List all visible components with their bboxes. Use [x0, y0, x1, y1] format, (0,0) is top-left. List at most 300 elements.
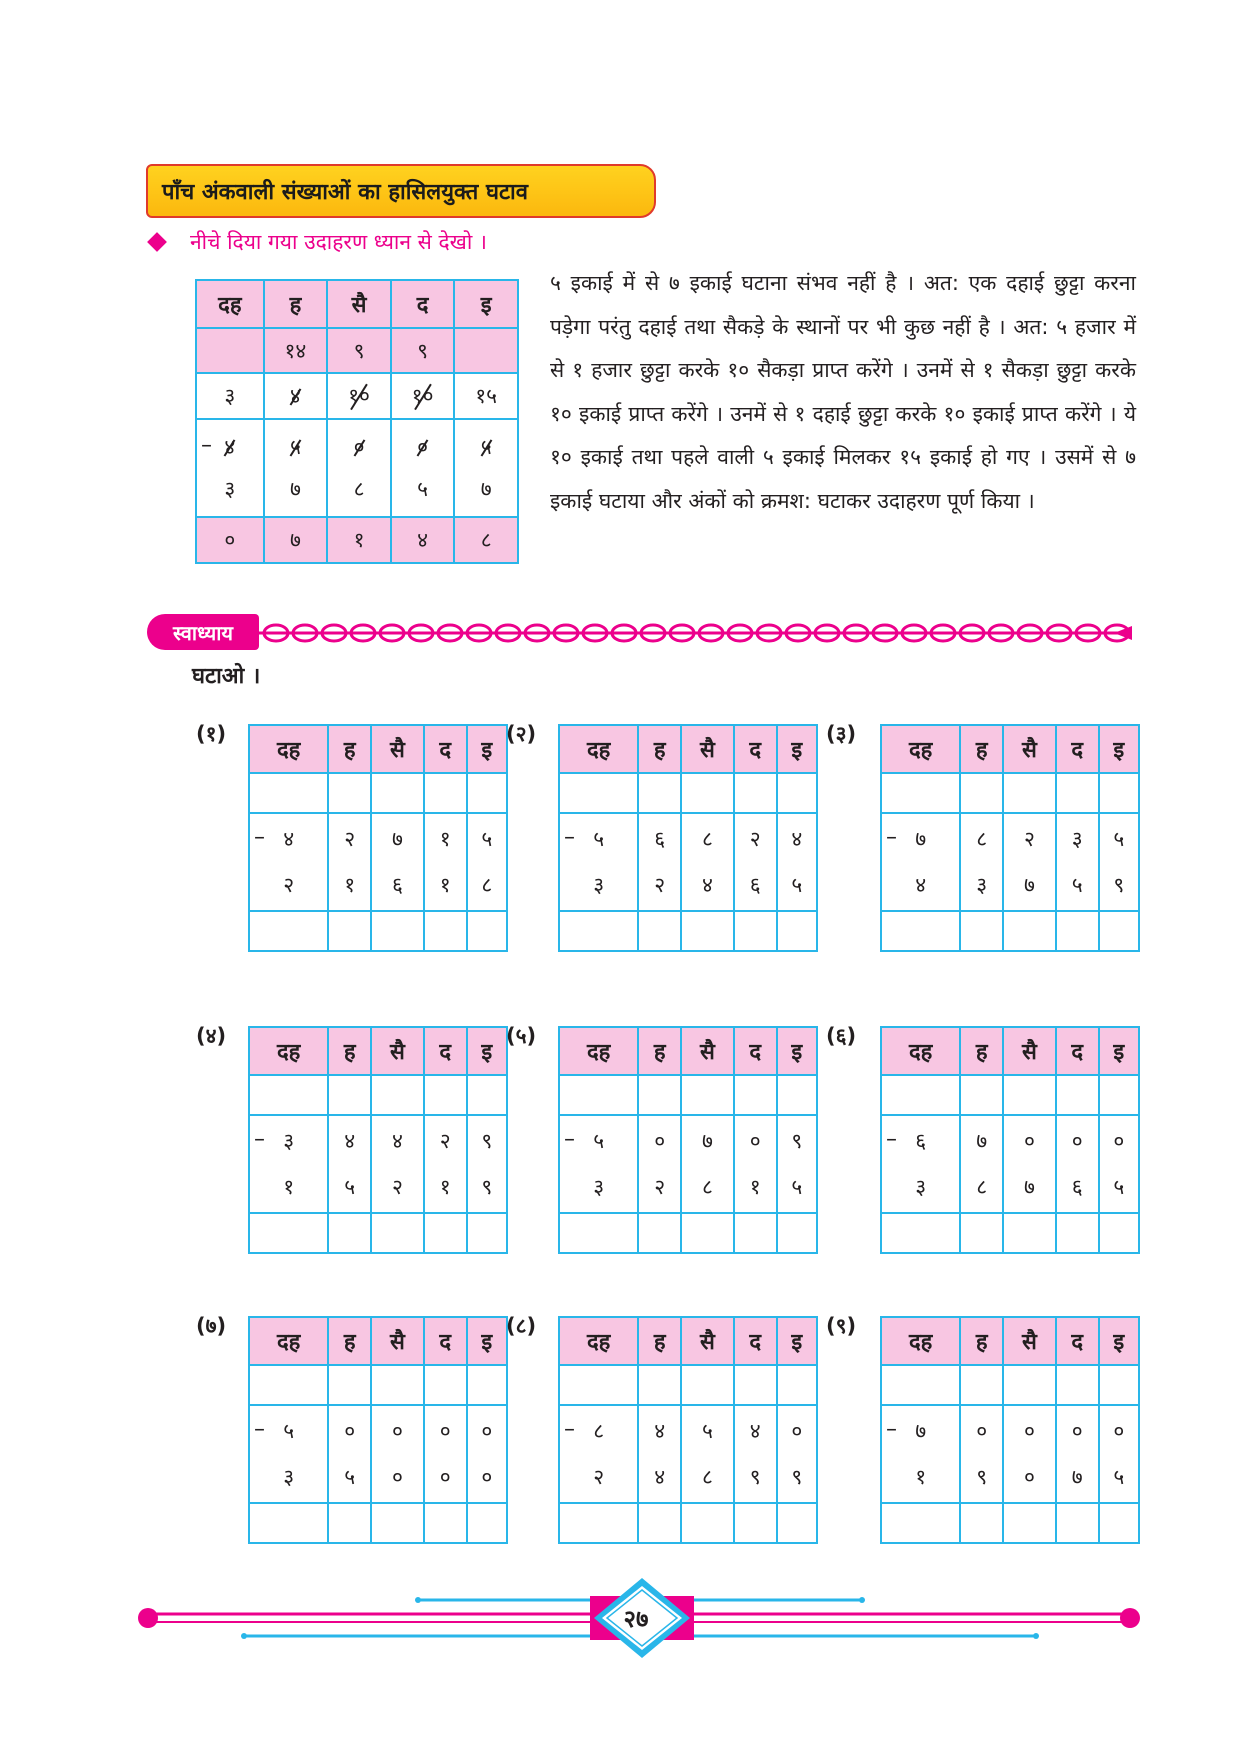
diamond-bullet-icon: [147, 232, 167, 252]
answer-cell[interactable]: [960, 1213, 1003, 1253]
operand-cell: [1056, 1115, 1099, 1213]
operand-cell: [249, 1405, 328, 1503]
operand-cell: [881, 1405, 960, 1503]
minuend-digit: ५: [593, 1129, 605, 1153]
header-cell: दह: [249, 1317, 328, 1365]
operand-cell: [734, 1115, 777, 1213]
answer-cell[interactable]: [328, 1365, 371, 1405]
answer-cell[interactable]: [371, 1365, 424, 1405]
answer-cell[interactable]: [1056, 1213, 1099, 1253]
subtrahend-digit: २: [283, 873, 295, 897]
answer-cell[interactable]: [328, 1213, 371, 1253]
minuend-digit: ४: [654, 1419, 666, 1443]
carry-cell: [391, 373, 455, 419]
minuend-digit: ६: [654, 827, 666, 851]
minuend-digit: ९: [481, 1129, 493, 1153]
instruction-text: नीचे दिया गया उदाहरण ध्यान से देखो ।: [190, 230, 487, 254]
subtrahend-digit: ६: [749, 873, 761, 897]
answer-row[interactable]: [559, 1503, 817, 1543]
page-number: २७: [623, 1605, 649, 1633]
borrow-row: [196, 328, 518, 373]
answer-cell[interactable]: [1099, 1213, 1139, 1253]
exercise-table: [558, 1316, 818, 1544]
borrow-cell: ९: [391, 328, 455, 373]
blank-carry-row[interactable]: [249, 1075, 507, 1115]
task-instruction: घटाओ ।: [192, 664, 261, 689]
answer-cell[interactable]: [681, 1503, 734, 1543]
struck-digit: ५: [480, 435, 492, 459]
minuend-digit: २: [1023, 827, 1035, 851]
answer-cell[interactable]: [638, 1075, 681, 1115]
answer-cell[interactable]: [1003, 1503, 1056, 1543]
minuend-digit: ०: [1071, 1419, 1083, 1443]
minuend-digit: ०: [749, 1129, 761, 1153]
result-cell: ०: [196, 517, 264, 563]
blank-carry-row[interactable]: [249, 1365, 507, 1405]
answer-cell[interactable]: [371, 911, 424, 951]
exercise-label: (९): [826, 1314, 857, 1338]
header-cell: दह: [196, 280, 264, 328]
exercise-header-row: [249, 1317, 507, 1365]
blank-carry-row[interactable]: [881, 773, 1139, 813]
operand-cell: [638, 1405, 681, 1503]
answer-cell[interactable]: [1099, 911, 1139, 951]
header-cell: ह: [638, 1027, 681, 1075]
header-cell: दह: [881, 725, 960, 773]
blank-carry-row[interactable]: [881, 1075, 1139, 1115]
operand-cell: [734, 1405, 777, 1503]
header-cell: दह: [249, 725, 328, 773]
exercise-header-row: [881, 725, 1139, 773]
answer-cell[interactable]: [249, 773, 328, 813]
answer-cell[interactable]: [424, 773, 467, 813]
answer-cell[interactable]: [1099, 1365, 1139, 1405]
answer-cell[interactable]: [881, 1075, 960, 1115]
answer-cell[interactable]: [249, 1213, 328, 1253]
header-cell: दह: [881, 1027, 960, 1075]
answer-cell[interactable]: [681, 773, 734, 813]
carry-cell: ३: [196, 373, 264, 419]
operand-cell: [424, 813, 467, 911]
decorative-chain-icon: [258, 618, 1138, 648]
answer-cell[interactable]: [1003, 1075, 1056, 1115]
answer-cell[interactable]: [249, 1365, 328, 1405]
header-cell: दह: [559, 1027, 638, 1075]
struck-digit: ४: [289, 384, 301, 408]
answer-cell[interactable]: [638, 1213, 681, 1253]
subtrahend-digit: ५: [1071, 873, 1083, 897]
operand-cell: [1099, 1115, 1139, 1213]
borrow-cell: [196, 328, 264, 373]
minus-sign: –: [254, 1417, 265, 1442]
answer-cell[interactable]: [960, 773, 1003, 813]
carry-cell: १५: [454, 373, 518, 419]
minuend-digit: ६: [915, 1129, 927, 1153]
minuend-digit: ७: [701, 1129, 713, 1153]
answer-cell[interactable]: [638, 1365, 681, 1405]
operand-cell: [734, 813, 777, 911]
footer-dot-left-icon: [138, 1608, 158, 1628]
subtrahend-digit: ४: [654, 1465, 666, 1489]
header-cell: दह: [559, 725, 638, 773]
answer-cell[interactable]: [1056, 1503, 1099, 1543]
operand-cell: [1056, 813, 1099, 911]
answer-row[interactable]: [559, 911, 817, 951]
answer-cell[interactable]: [734, 1365, 777, 1405]
header-cell: द: [1056, 1027, 1099, 1075]
answer-cell[interactable]: [1003, 1365, 1056, 1405]
answer-cell[interactable]: [328, 773, 371, 813]
operand-cell: [1099, 1405, 1139, 1503]
minuend-digit: ०: [344, 1419, 356, 1443]
operand-cell: ० ५: [391, 419, 455, 517]
answer-cell[interactable]: [1003, 1213, 1056, 1253]
subtrahend-digit: ०: [391, 1465, 403, 1489]
operand-cell: ५ ७: [454, 419, 518, 517]
operand-row: [881, 1405, 1139, 1503]
minuend-digit: ७: [915, 1419, 927, 1443]
operand-cell: [681, 813, 734, 911]
exercise-table: [880, 1316, 1140, 1544]
operand-row: [249, 813, 507, 911]
subtrahend-digit: २: [654, 873, 666, 897]
answer-cell[interactable]: [960, 1365, 1003, 1405]
answer-row[interactable]: [559, 1213, 817, 1253]
header-cell: द: [734, 1317, 777, 1365]
exercise-table: [558, 1026, 818, 1254]
subtrahend-digit: १: [283, 1175, 295, 1199]
operand-cell: [777, 1115, 817, 1213]
subtrahend-digit: २: [593, 1465, 605, 1489]
subtrahend-digit: ३: [283, 1465, 295, 1489]
answer-cell[interactable]: [559, 1365, 638, 1405]
answer-cell[interactable]: [881, 1365, 960, 1405]
answer-cell[interactable]: [424, 1213, 467, 1253]
subtrahend-digit: १: [439, 873, 451, 897]
svadhyay-label: स्वाध्याय: [147, 614, 259, 650]
header-cell: सै: [327, 280, 391, 328]
answer-cell[interactable]: [1056, 1075, 1099, 1115]
answer-cell[interactable]: [777, 911, 817, 951]
answer-cell[interactable]: [1056, 1365, 1099, 1405]
operand-row: [249, 1405, 507, 1503]
header-cell: दह: [249, 1027, 328, 1075]
subtrahend-digit: १: [344, 873, 356, 897]
answer-cell[interactable]: [960, 1503, 1003, 1543]
minuend-digit: २: [439, 1129, 451, 1153]
answer-cell[interactable]: [777, 1075, 817, 1115]
section-title: पाँच अंकवाली संख्याओं का हासिलयुक्त घटाव: [162, 180, 528, 205]
answer-cell[interactable]: [559, 1503, 638, 1543]
operand-cell: [681, 1115, 734, 1213]
answer-cell[interactable]: [1003, 773, 1056, 813]
operand-cell: [681, 1405, 734, 1503]
answer-cell[interactable]: [881, 1213, 960, 1253]
minuend-digit: ५: [593, 827, 605, 851]
subtrahend-digit: २: [391, 1175, 403, 1199]
answer-cell[interactable]: [960, 911, 1003, 951]
answer-cell[interactable]: [881, 773, 960, 813]
answer-cell[interactable]: [559, 773, 638, 813]
subtrahend-digit: ५: [791, 1175, 803, 1199]
minuend-digit: ०: [1113, 1129, 1125, 1153]
subtrahend-digit: ८: [701, 1465, 713, 1489]
answer-cell[interactable]: [467, 1075, 507, 1115]
answer-cell[interactable]: [371, 1075, 424, 1115]
operand-cell: [1099, 813, 1139, 911]
subtrahend-digit: ६: [1071, 1175, 1083, 1199]
subtrahend-digit: १: [915, 1465, 927, 1489]
subtrahend-digit: २: [654, 1175, 666, 1199]
exercise-header-row: [249, 725, 507, 773]
operand-cell: ० ८: [327, 419, 391, 517]
carry-row: [196, 373, 518, 419]
minuend-digit: ७: [391, 827, 403, 851]
answer-cell[interactable]: [249, 911, 328, 951]
subtrahend-digit: ९: [976, 1465, 988, 1489]
minus-sign: –: [254, 825, 265, 850]
operand-cell: [328, 813, 371, 911]
result-row: [196, 517, 518, 563]
operand-cell: [467, 1115, 507, 1213]
answer-cell[interactable]: [424, 1365, 467, 1405]
answer-cell[interactable]: [681, 1075, 734, 1115]
header-cell: इ: [777, 1027, 817, 1075]
answer-cell[interactable]: [559, 1213, 638, 1253]
header-cell: इ: [454, 280, 518, 328]
instruction: [150, 228, 487, 256]
answer-cell[interactable]: [1003, 911, 1056, 951]
answer-cell[interactable]: [467, 911, 507, 951]
answer-row[interactable]: [881, 911, 1139, 951]
header-cell: ह: [328, 1317, 371, 1365]
header-cell: सै: [371, 725, 424, 773]
answer-cell[interactable]: [559, 1075, 638, 1115]
answer-cell[interactable]: [328, 1503, 371, 1543]
operand-cell: [881, 1115, 960, 1213]
answer-cell[interactable]: [681, 1365, 734, 1405]
result-cell: १: [327, 517, 391, 563]
blank-carry-row[interactable]: [559, 773, 817, 813]
operand-cell: [1003, 1115, 1056, 1213]
subtrahend-digit: ८: [481, 873, 493, 897]
header-cell: ह: [960, 725, 1003, 773]
blank-carry-row[interactable]: [559, 1075, 817, 1115]
minuend-digit: ३: [283, 1129, 295, 1153]
subtrahend-digit: ०: [481, 1465, 493, 1489]
subtrahend-digit: १: [439, 1175, 451, 1199]
carry-cell: [327, 373, 391, 419]
subtrahend-digit: ७: [1071, 1465, 1083, 1489]
exercise-label: (१): [196, 722, 227, 746]
answer-cell[interactable]: [328, 1075, 371, 1115]
answer-cell[interactable]: [777, 1213, 817, 1253]
answer-cell[interactable]: [424, 911, 467, 951]
answer-cell[interactable]: [960, 1075, 1003, 1115]
minus-sign: –: [564, 1417, 575, 1442]
minuend-digit: ०: [391, 1419, 403, 1443]
minuend-digit: २: [749, 827, 761, 851]
answer-cell[interactable]: [249, 1075, 328, 1115]
operand-row: [881, 813, 1139, 911]
blank-carry-row[interactable]: [249, 773, 507, 813]
minuend-digit: ०: [481, 1419, 493, 1443]
struck-digit: ०: [417, 435, 429, 459]
exercise-table: [880, 724, 1140, 952]
answer-cell[interactable]: [328, 911, 371, 951]
operand-cell: – ४ ३: [196, 419, 264, 517]
minuend-digit: ०: [439, 1419, 451, 1443]
operand-cell: [371, 813, 424, 911]
subtrahend-digit: ३: [593, 1175, 605, 1199]
header-cell: दह: [881, 1317, 960, 1365]
answer-row[interactable]: [249, 1503, 507, 1543]
blank-carry-row[interactable]: [881, 1365, 1139, 1405]
footer-dot-right-icon: [1120, 1608, 1140, 1628]
operand-cell: [1003, 1405, 1056, 1503]
answer-cell[interactable]: [467, 773, 507, 813]
answer-cell[interactable]: [1056, 773, 1099, 813]
operand-row: [249, 1115, 507, 1213]
operand-cell: [249, 813, 328, 911]
answer-row[interactable]: [249, 1213, 507, 1253]
borrow-cell: ९: [327, 328, 391, 373]
subtrahend-digit: ९: [749, 1465, 761, 1489]
minuend-digit: ५: [283, 1419, 295, 1443]
header-cell: इ: [467, 1317, 507, 1365]
header-cell: इ: [777, 725, 817, 773]
minuend-digit: ४: [749, 1419, 761, 1443]
header-cell: सै: [681, 1027, 734, 1075]
operand-cell: [371, 1115, 424, 1213]
minuend-digit: ०: [654, 1129, 666, 1153]
blank-carry-row[interactable]: [559, 1365, 817, 1405]
carry-cell: [264, 373, 328, 419]
answer-cell[interactable]: [638, 773, 681, 813]
answer-cell[interactable]: [424, 1075, 467, 1115]
operand-row: [559, 813, 817, 911]
answer-cell[interactable]: [881, 1503, 960, 1543]
answer-cell[interactable]: [467, 1213, 507, 1253]
operand-cell: [960, 813, 1003, 911]
borrow-cell: [454, 328, 518, 373]
answer-cell[interactable]: [734, 773, 777, 813]
minuend-digit: ८: [976, 827, 988, 851]
answer-cell[interactable]: [734, 1503, 777, 1543]
operand-cell: [371, 1405, 424, 1503]
answer-cell[interactable]: [777, 1365, 817, 1405]
header-cell: सै: [681, 725, 734, 773]
answer-cell[interactable]: [424, 1503, 467, 1543]
minuend-digit: ७: [976, 1129, 988, 1153]
answer-cell[interactable]: [638, 911, 681, 951]
answer-cell[interactable]: [734, 911, 777, 951]
subtrahend-digit: ३: [593, 873, 605, 897]
minuend-digit: ०: [1023, 1129, 1035, 1153]
struck-digit: ५: [289, 435, 301, 459]
header-cell: ह: [328, 1027, 371, 1075]
result-cell: ८: [454, 517, 518, 563]
header-cell: इ: [467, 1027, 507, 1075]
exercise-header-row: [559, 1317, 817, 1365]
minuend-digit: ९: [791, 1129, 803, 1153]
subtrahend-digit: ५: [1113, 1175, 1125, 1199]
minus-sign: –: [886, 1417, 897, 1442]
exercise-header-row: [881, 1027, 1139, 1075]
answer-cell[interactable]: [734, 1075, 777, 1115]
answer-cell[interactable]: [881, 911, 960, 951]
minuend-digit: ०: [976, 1419, 988, 1443]
answer-cell[interactable]: [1056, 911, 1099, 951]
answer-cell[interactable]: [371, 773, 424, 813]
answer-cell[interactable]: [638, 1503, 681, 1543]
subtrahend-digit: ७: [1023, 1175, 1035, 1199]
example-header-row: [196, 280, 518, 328]
answer-row[interactable]: [249, 911, 507, 951]
answer-cell[interactable]: [734, 1213, 777, 1253]
answer-row[interactable]: [881, 1213, 1139, 1253]
answer-cell[interactable]: [467, 1365, 507, 1405]
exercise-label: (४): [196, 1024, 227, 1048]
subtrahend-digit: ९: [481, 1175, 493, 1199]
header-cell: द: [424, 725, 467, 773]
answer-cell[interactable]: [1099, 1503, 1139, 1543]
exercise-table: [248, 724, 508, 952]
operand-cell: [559, 1405, 638, 1503]
header-cell: ह: [638, 725, 681, 773]
minuend-digit: ०: [1071, 1129, 1083, 1153]
answer-cell[interactable]: [1099, 1075, 1139, 1115]
minus-sign: –: [886, 825, 897, 850]
answer-cell[interactable]: [777, 773, 817, 813]
answer-cell[interactable]: [467, 1503, 507, 1543]
operand-cell: [424, 1115, 467, 1213]
minus-sign: –: [201, 433, 212, 458]
header-cell: सै: [371, 1027, 424, 1075]
minuend-digit: ७: [915, 827, 927, 851]
exercise-header-row: [881, 1317, 1139, 1365]
answer-cell[interactable]: [777, 1503, 817, 1543]
answer-cell[interactable]: [559, 911, 638, 951]
answer-row[interactable]: [881, 1503, 1139, 1543]
operand-cell: [960, 1115, 1003, 1213]
subtrahend-digit: ५: [791, 873, 803, 897]
result-cell: ७: [264, 517, 328, 563]
minus-sign: –: [564, 825, 575, 850]
answer-cell[interactable]: [681, 911, 734, 951]
exercise-label: (८): [506, 1314, 537, 1338]
operand-cell: [777, 1405, 817, 1503]
answer-cell[interactable]: [249, 1503, 328, 1543]
exercise-header-row: [559, 725, 817, 773]
minuend-digit: ३: [1071, 827, 1083, 851]
minuend-digit: ८: [701, 827, 713, 851]
explanation-paragraph: ५ इकाई में से ७ इकाई घटाना संभव नहीं है । अत: एक दहाई छुट्टा करना पड़ेगा परंतु दहाई तथा सैकड़े के स्थानों पर भी कुछ नहीं है । अत: ५ हजार में से १ हजार छुट्टा करके १० सैकड़ा प्राप्त करेंगे । उनमें से १ सैकड़ा छुट्टा करके १० इकाई प्राप्त करेंगे । उनमें से १ दहाई छुट्टा करके १० इकाई प्राप्त करेंगे । ये १० इकाई तथा पहले वाली ५ इकाई मिलकर १५ इकाई हो गए । उसमें से ७ इकाई घटाया और अंकों को क्रमश: घटाकर उदाहरण पूर्ण किया ।: [550, 271, 1136, 513]
minuend-digit: ४: [344, 1129, 356, 1153]
header-cell: सै: [681, 1317, 734, 1365]
exercise-header-row: [559, 1027, 817, 1075]
answer-cell[interactable]: [371, 1503, 424, 1543]
exercise-label: (५): [506, 1024, 537, 1048]
operand-cell: [249, 1115, 328, 1213]
operand-cell: [424, 1405, 467, 1503]
answer-cell[interactable]: [1099, 773, 1139, 813]
operand-row: [559, 1405, 817, 1503]
answer-cell[interactable]: [371, 1213, 424, 1253]
minus-sign: –: [564, 1127, 575, 1152]
answer-cell[interactable]: [681, 1213, 734, 1253]
minuend-digit: ५: [1113, 827, 1125, 851]
